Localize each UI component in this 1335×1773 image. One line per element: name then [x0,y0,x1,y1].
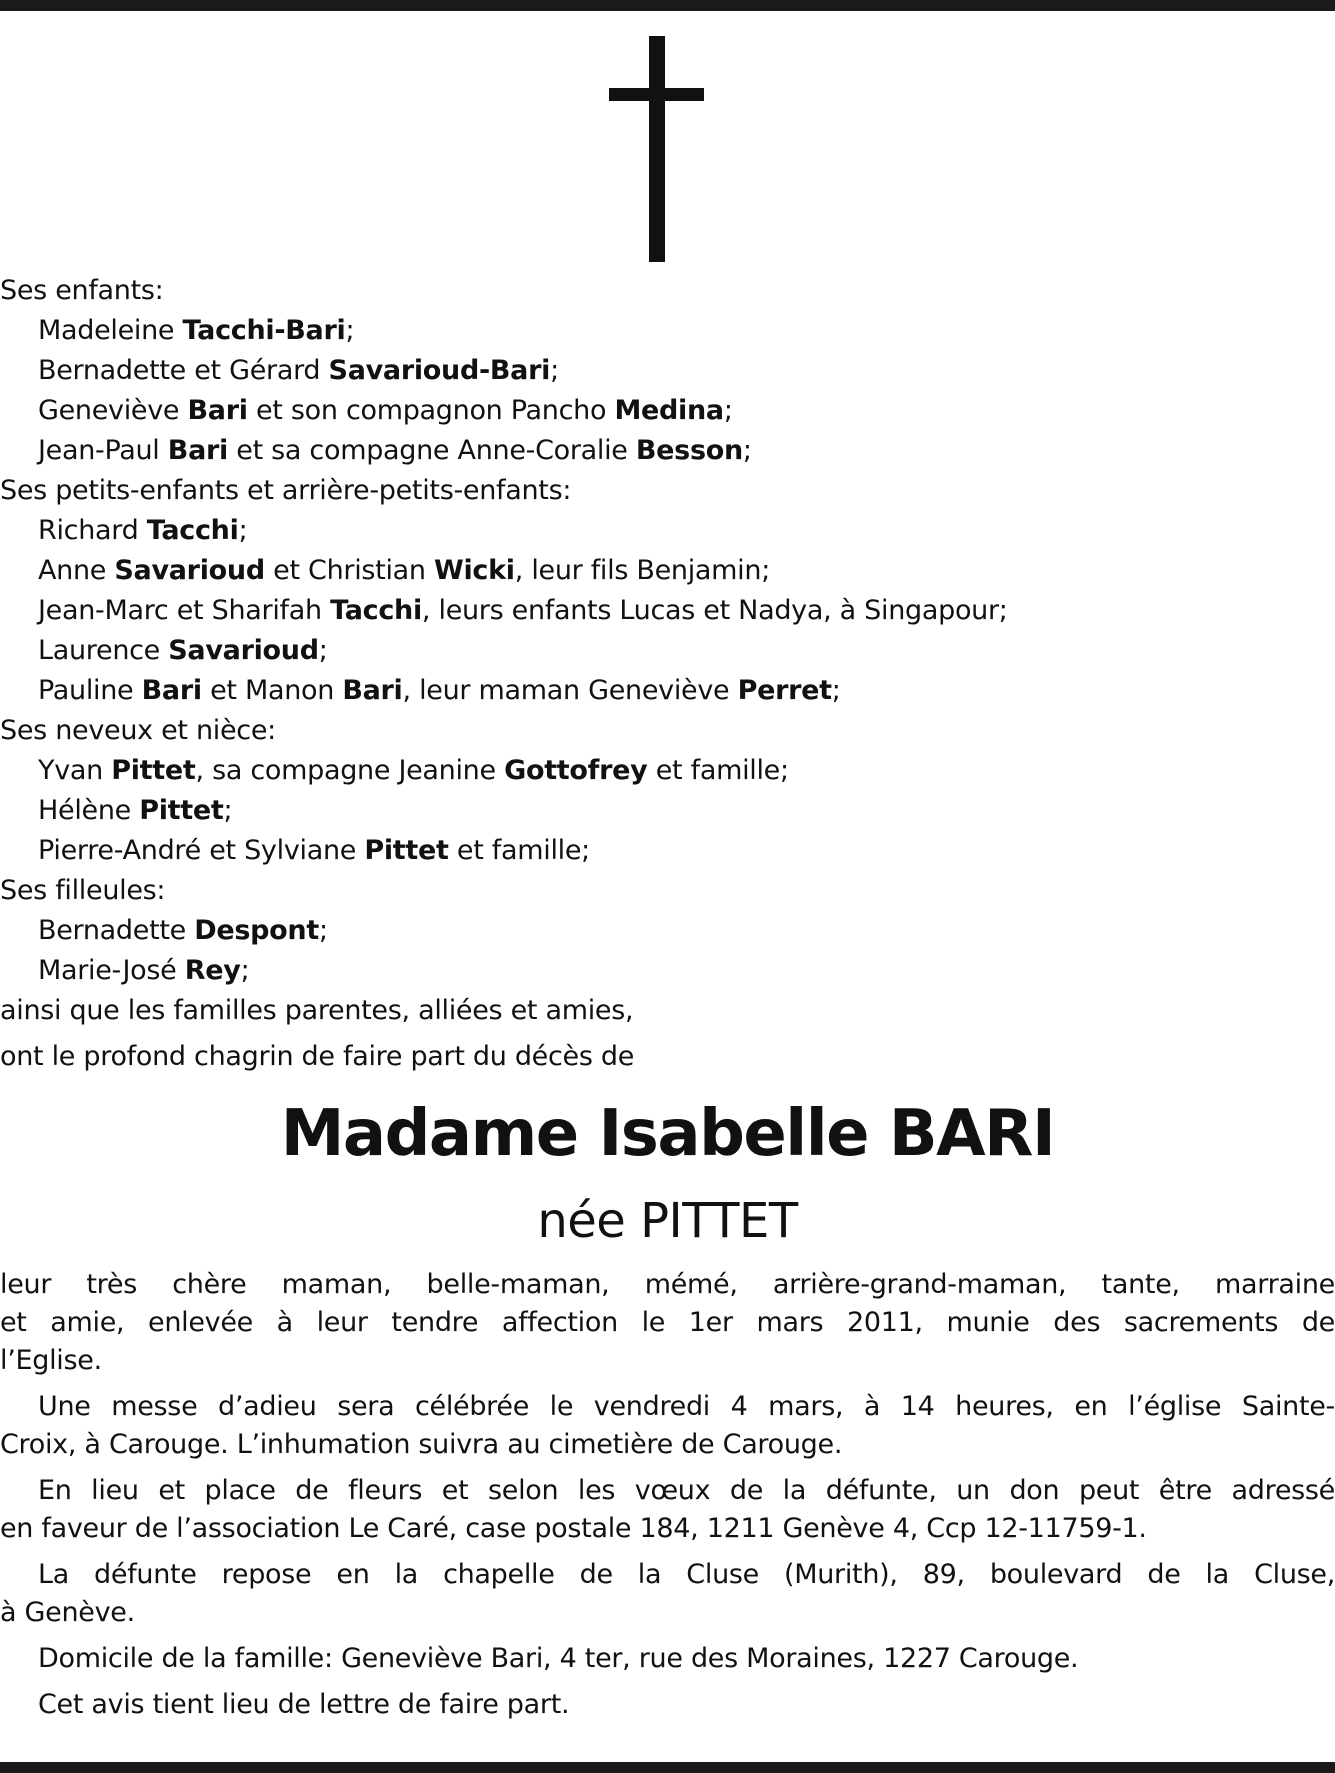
family-line: Marie-José Rey; [38,955,250,986]
paragraph-line: La défunte repose en la chapelle de la Cluse (Murith), 89, boulevard de la Cluse, [38,1559,1335,1590]
family-line: Jean-Marc et Sharifah Tacchi, leurs enfants Lucas et Nadya, à Singapour; [38,595,1008,626]
announce-line: ont le profond chagrin de faire part du décès de [0,1041,635,1072]
children-heading: Ses enfants: [0,275,164,306]
paragraph-line: et amie, enlevée à leur tendre affection le 1er mars 2011, munie des sacrements de [0,1307,1335,1338]
family-line: Bernadette et Gérard Savarioud-Bari; [38,355,559,386]
family-line: Pauline Bari et Manon Bari, leur maman Geneviève Perret; [38,675,841,706]
paragraph-line: Domicile de la famille: Geneviève Bari, 4 ter, rue des Moraines, 1227 Carouge. [38,1643,1079,1674]
paragraph-line: Croix, à Carouge. L’inhumation suivra au cimetière de Carouge. [0,1429,843,1460]
maiden-name: née PITTET [537,1193,798,1249]
paragraph-line: leur très chère maman, belle-maman, mémé, arrière-grand-maman, tante, marraine [0,1269,1335,1300]
paragraph-line: en faveur de l’association Le Caré, case postale 184, 1211 Genève 4, Ccp 12-11759-1. [0,1513,1147,1544]
family-line: Jean-Paul Bari et sa compagne Anne-Coralie Besson; [38,435,752,466]
family-line: Madeleine Tacchi-Bari; [38,315,355,346]
goddaughters-heading: Ses filleules: [0,875,166,906]
paragraph-line: Cet avis tient lieu de lettre de faire part. [38,1689,570,1720]
nephews-heading: Ses neveux et nièce: [0,715,276,746]
family-line: Laurence Savarioud; [38,635,328,666]
grandchildren-heading: Ses petits-enfants et arrière-petits-enfants: [0,475,572,506]
family-line: Anne Savarioud et Christian Wicki, leur fils Benjamin; [38,555,770,586]
deceased-name: Madame Isabelle BARI [280,1097,1055,1171]
families-line: ainsi que les familles parentes, alliées et amies, [0,995,634,1026]
cross-icon [0,0,1335,270]
family-line: Hélène Pittet; [38,795,233,826]
family-line: Geneviève Bari et son compagnon Pancho Medina; [38,395,733,426]
family-line: Richard Tacchi; [38,515,248,546]
paragraph-line: l’Eglise. [0,1345,102,1376]
family-line: Pierre-André et Sylviane Pittet et famille; [38,835,590,866]
family-line: Yvan Pittet, sa compagne Jeanine Gottofrey et famille; [38,755,789,786]
paragraph-line: En lieu et place de fleurs et selon les vœux de la défunte, un don peut être adressé [38,1475,1335,1506]
bottom-border-rule [0,1762,1335,1773]
family-line: Bernadette Despont; [38,915,328,946]
paragraph-line: Une messe d’adieu sera célébrée le vendredi 4 mars, à 14 heures, en l’église Sainte- [38,1391,1335,1422]
paragraph-line: à Genève. [0,1597,135,1628]
